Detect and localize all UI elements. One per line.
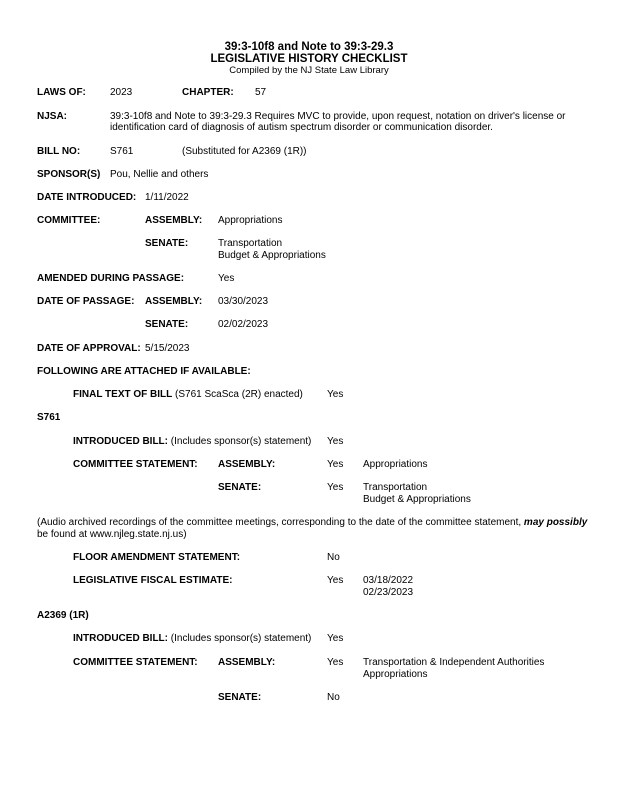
s761-senate-value: Yes (327, 482, 344, 493)
committee-assembly-label: ASSEMBLY: (145, 215, 203, 226)
s761-introduced-note: (Includes sponsor(s) statement) (170, 436, 312, 447)
page-subtitle: LEGISLATIVE HISTORY CHECKLIST (210, 53, 408, 65)
final-text-note: (S761 ScaSca (2R) enacted) (175, 389, 303, 400)
s761-senate-label: SENATE: (218, 482, 262, 493)
laws-of-value: 2023 (110, 87, 133, 98)
committee-senate-value-2: Budget & Appropriations (218, 250, 326, 261)
audio-note-text: (Audio archived recordings of the committee meetings, corresponding to the date of the committee statement, (37, 517, 522, 528)
committee-assembly-value: Appropriations (218, 215, 283, 226)
approval-value: 5/15/2023 (145, 343, 190, 354)
s761-heading: S761 (37, 412, 61, 423)
s761-senate-committee-2: Budget & Appropriations (363, 494, 471, 505)
s761-senate-committee-1: Transportation (363, 482, 428, 493)
amended-label: AMENDED DURING PASSAGE: (37, 273, 185, 284)
sponsors-label: SPONSOR(S) (37, 169, 101, 180)
attached-heading: FOLLOWING ARE ATTACHED IF AVAILABLE: (37, 366, 251, 377)
a2369-assembly-value: Yes (327, 657, 344, 668)
bill-no-label: BILL NO: (37, 146, 81, 157)
audio-note-line-1 (37, 517, 587, 529)
fiscal-date-1: 03/18/2022 (363, 575, 414, 586)
s761-introduced-label: INTRODUCED BILL: (73, 436, 168, 447)
s761-introduced-row (73, 436, 311, 448)
final-text-value: Yes (327, 389, 344, 400)
fiscal-label: LEGISLATIVE FISCAL ESTIMATE: (73, 575, 233, 586)
bill-no-note: (Substituted for A2369 (1R)) (182, 146, 307, 157)
fiscal-date-2: 02/23/2023 (363, 587, 414, 598)
passage-senate-value: 02/02/2023 (218, 319, 269, 330)
date-introduced-label: DATE INTRODUCED: (37, 192, 137, 203)
a2369-introduced-note: (Includes sponsor(s) statement) (170, 633, 312, 644)
a2369-introduced-label: INTRODUCED BILL: (73, 633, 168, 644)
chapter-label: CHAPTER: (182, 87, 234, 98)
njsa-label: NJSA: (37, 111, 68, 122)
committee-senate-label: SENATE: (145, 238, 189, 249)
njsa-line-2: identification card of diagnosis of autism spectrum disorder or communication disorder. (110, 122, 493, 133)
njsa-line-1: 39:3-10f8 and Note to 39:3-29.3 Requires MVC to provide, upon request, notation on driver's license or (110, 111, 566, 122)
amended-value: Yes (218, 273, 235, 284)
floor-label: FLOOR AMENDMENT STATEMENT: (73, 552, 241, 563)
a2369-assembly-committee-1: Transportation & Independent Authorities (363, 657, 545, 668)
bill-no-value: S761 (110, 146, 134, 157)
chapter-value: 57 (255, 87, 267, 98)
a2369-senate-value: No (327, 692, 340, 703)
audio-note-line-2: be found at www.njleg.state.nj.us) (37, 529, 187, 540)
passage-senate-label: SENATE: (145, 319, 189, 330)
a2369-senate-label: SENATE: (218, 692, 262, 703)
a2369-assembly-label: ASSEMBLY: (218, 657, 276, 668)
passage-assembly-label: ASSEMBLY: (145, 296, 203, 307)
fiscal-value: Yes (327, 575, 344, 586)
s761-assembly-committee: Appropriations (363, 459, 428, 470)
passage-label: DATE OF PASSAGE: (37, 296, 135, 307)
page-title: 39:3-10f8 and Note to 39:3-29.3 (224, 41, 394, 53)
s761-introduced-value: Yes (327, 436, 344, 447)
laws-of-label: LAWS OF: (37, 87, 86, 98)
final-text-row (73, 389, 303, 401)
a2369-introduced-row (73, 633, 311, 645)
audio-note-emphasis: may possibly (523, 517, 588, 528)
sponsors-value: Pou, Nellie and others (110, 169, 209, 180)
final-text-label: FINAL TEXT OF BILL (73, 389, 173, 400)
s761-assembly-value: Yes (327, 459, 344, 470)
approval-label: DATE OF APPROVAL: (37, 343, 141, 354)
date-introduced-value: 1/11/2022 (145, 192, 189, 203)
s761-committee-label: COMMITTEE STATEMENT: (73, 459, 198, 470)
compiled-by: Compiled by the NJ State Law Library (229, 65, 389, 76)
passage-assembly-value: 03/30/2023 (218, 296, 269, 307)
floor-value: No (327, 552, 340, 563)
a2369-committee-label: COMMITTEE STATEMENT: (73, 657, 198, 668)
a2369-introduced-value: Yes (327, 633, 344, 644)
s761-assembly-label: ASSEMBLY: (218, 459, 276, 470)
a2369-assembly-committee-2: Appropriations (363, 669, 428, 680)
a2369-heading: A2369 (1R) (37, 610, 89, 621)
committee-label: COMMITTEE: (37, 215, 101, 226)
committee-senate-value-1: Transportation (218, 238, 283, 249)
